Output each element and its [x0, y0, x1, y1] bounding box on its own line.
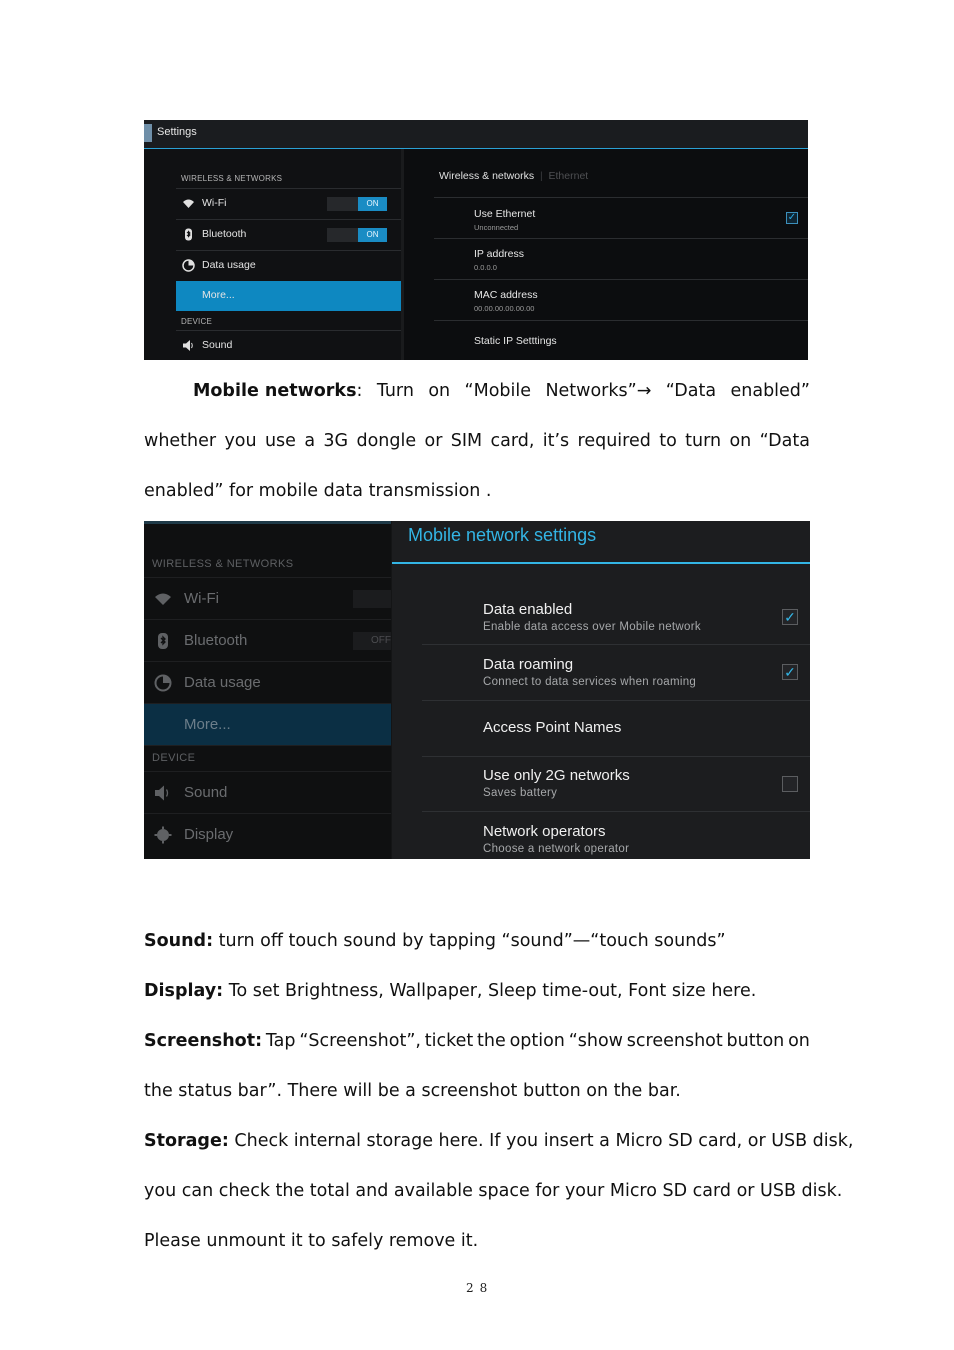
- row-subtitle: Saves battery: [483, 787, 558, 799]
- page-number: 28: [466, 1281, 494, 1295]
- mobile-network-settings-screenshot: [144, 521, 810, 859]
- row-subtitle: 00.00.00.00.00.00: [474, 304, 535, 313]
- sidebar-item-label: Wi-Fi: [202, 197, 227, 209]
- screenshot-heading: Screenshot:: [144, 1031, 263, 1051]
- text-word: Tap: [265, 1031, 296, 1051]
- display-paragraph: [144, 981, 756, 1001]
- sidebar-item-label: Bluetooth: [184, 632, 248, 649]
- text-word: turn: [685, 431, 722, 451]
- sidebar-item-label: Bluetooth: [202, 228, 247, 240]
- data-roaming-row[interactable]: [422, 645, 810, 701]
- display-heading: Display:: [144, 981, 224, 1001]
- row-title: Use only 2G networks: [483, 767, 630, 784]
- sidebar-item-label: Data usage: [202, 259, 256, 271]
- text-word: “Data: [665, 381, 717, 401]
- use-ethernet-row[interactable]: [434, 198, 808, 239]
- row-title: Access Point Names: [483, 719, 622, 736]
- text-word: button: [726, 1031, 785, 1051]
- sidebar-item-label: More...: [184, 716, 231, 733]
- bluetooth-toggle[interactable]: [327, 228, 387, 242]
- text-word: whether: [144, 431, 217, 451]
- storage-paragraph-line3: Please unmount it to safely remove it.: [144, 1231, 479, 1251]
- sidebar-top-accent: [144, 521, 391, 524]
- text-word: on: [729, 431, 752, 451]
- sidebar-item-label: Sound: [202, 339, 233, 351]
- row-title: Data roaming: [483, 656, 574, 673]
- ethernet-settings-screenshot: [144, 120, 808, 360]
- sidebar-item-label: Display: [184, 826, 234, 843]
- access-point-names-row[interactable]: [422, 701, 810, 757]
- sidebar-item-sound[interactable]: [144, 772, 391, 814]
- toggle-on-label: ON: [358, 228, 387, 242]
- text-word: enabled”: [730, 381, 810, 401]
- sidebar-item-wifi[interactable]: [176, 189, 401, 220]
- row-title: Static IP Setttings: [474, 335, 557, 347]
- pane-divider: [401, 149, 404, 360]
- sidebar-item-sound[interactable]: [176, 331, 401, 360]
- title-underline: [392, 562, 810, 564]
- text-word: to: [659, 431, 677, 451]
- tab-ethernet[interactable]: Ethernet: [548, 170, 589, 182]
- network-operators-row[interactable]: [422, 811, 810, 859]
- right-pane-tabs: Wireless & networks | Ethernet: [439, 170, 589, 182]
- toggle-on-label: ON: [358, 197, 387, 211]
- sidebar-item-more[interactable]: [176, 281, 401, 311]
- text-word: “Mobile: [464, 381, 532, 401]
- text-word: on: [788, 1031, 810, 1051]
- row-subtitle: Connect to data services when roaming: [483, 676, 697, 688]
- bluetooth-toggle[interactable]: [353, 632, 391, 650]
- text-word: card,: [490, 431, 535, 451]
- checkmark-icon: ✓: [787, 212, 797, 223]
- data-usage-icon: [182, 259, 195, 272]
- mobile-networks-line1: [193, 381, 810, 401]
- sidebar-item-bluetooth[interactable]: [144, 620, 391, 662]
- section-header-device: DEVICE: [152, 752, 196, 764]
- text-word: required: [577, 431, 651, 451]
- static-ip-settings-row[interactable]: [434, 321, 808, 360]
- checkmark-icon: ✓: [784, 664, 796, 680]
- section-header-device: DEVICE: [181, 317, 212, 326]
- sidebar-item-display[interactable]: [144, 814, 391, 855]
- row-title: Network operators: [483, 823, 606, 840]
- checkmark-icon: ✓: [784, 609, 796, 625]
- text-word: “Data: [759, 431, 810, 451]
- sidebar-item-label: Wi-Fi: [184, 590, 219, 607]
- mobile-networks-line2: [144, 431, 810, 451]
- text-word: Networks”→: [545, 381, 652, 401]
- wifi-toggle[interactable]: [353, 590, 391, 608]
- use-only-2g-row[interactable]: [422, 756, 810, 812]
- text-word: screenshot: [626, 1031, 723, 1051]
- use-only-2g-checkbox[interactable]: [782, 776, 798, 792]
- row-subtitle: Unconnected: [474, 223, 519, 232]
- text-word: the: [477, 1031, 506, 1051]
- section-header-wireless: WIRELESS & NETWORKS: [152, 558, 294, 570]
- text-word: or: [424, 431, 443, 451]
- sound-paragraph: [144, 931, 726, 951]
- text-word: on: [428, 381, 451, 401]
- text-word: ticket: [424, 1031, 474, 1051]
- sidebar-item-bluetooth[interactable]: [176, 220, 401, 251]
- tab-wireless-networks[interactable]: Wireless & networks: [439, 170, 535, 182]
- data-usage-icon: [154, 674, 172, 692]
- action-bar-title: Settings: [157, 126, 197, 138]
- row-subtitle: Enable data access over Mobile network: [483, 621, 701, 633]
- mobile-networks-heading: Mobile networks: [193, 381, 357, 401]
- screenshot-paragraph-line1: [144, 1031, 810, 1051]
- text-word: SIM: [450, 431, 483, 451]
- text-word: you: [224, 431, 257, 451]
- text-word: “show: [568, 1031, 623, 1051]
- text-word: “Screenshot”,: [299, 1031, 421, 1051]
- action-bar: [144, 120, 808, 149]
- row-title: IP address: [474, 248, 525, 260]
- display-icon: [154, 826, 172, 844]
- use-ethernet-checkbox[interactable]: [786, 212, 798, 224]
- wifi-icon: [182, 197, 195, 210]
- sidebar-item-label: Data usage: [184, 674, 261, 691]
- row-subtitle: 0.0.0.0: [474, 263, 497, 272]
- storage-paragraph: [144, 1131, 853, 1151]
- row-title: Data enabled: [483, 601, 573, 618]
- wifi-icon: [154, 590, 172, 608]
- text-word: option: [509, 1031, 565, 1051]
- sidebar-item-data-usage[interactable]: [176, 251, 401, 282]
- sidebar-item-label: More...: [202, 289, 235, 301]
- bluetooth-icon: [154, 632, 172, 650]
- wifi-toggle[interactable]: [327, 197, 387, 211]
- display-body: To set Brightness, Wallpaper, Sleep time-out, Font size here.: [228, 981, 757, 1001]
- row-title: MAC address: [474, 289, 538, 301]
- text-word: dongle: [356, 431, 417, 451]
- row-title: Use Ethernet: [474, 208, 536, 220]
- data-enabled-checkbox[interactable]: [782, 609, 798, 625]
- bluetooth-icon: [182, 228, 195, 241]
- text-word: it’s: [542, 431, 570, 451]
- sidebar-item-more[interactable]: [144, 704, 391, 746]
- sound-icon: [182, 339, 195, 352]
- sidebar-item-data-usage[interactable]: [144, 662, 391, 704]
- text-word: 3G: [323, 431, 349, 451]
- storage-heading: Storage:: [144, 1131, 229, 1151]
- screenshot-paragraph-line2: the status bar”. There will be a screenshot button on the bar.: [144, 1081, 681, 1101]
- row-subtitle: Choose a network operator: [483, 843, 630, 855]
- storage-paragraph-line2: you can check the total and available space for your Micro SD card or USB disk.: [144, 1181, 843, 1201]
- storage-body: Check internal storage here. If you insert a Micro SD card, or USB disk,: [234, 1131, 854, 1151]
- sidebar-item-label: Sound: [184, 784, 228, 801]
- text-word: :: [356, 381, 363, 401]
- sound-heading: Sound:: [144, 931, 214, 951]
- text-word: use: [264, 431, 296, 451]
- sound-body: turn off touch sound by tapping “sound”—“touch sounds”: [218, 931, 726, 951]
- data-enabled-row[interactable]: [422, 589, 810, 645]
- pane-title: Mobile network settings: [408, 525, 597, 545]
- sidebar-item-wifi[interactable]: [144, 578, 391, 620]
- text-word: Turn: [376, 381, 414, 401]
- data-roaming-checkbox[interactable]: [782, 664, 798, 680]
- text-word: a: [304, 431, 316, 451]
- toggle-off-label: OFF: [371, 635, 391, 646]
- settings-app-icon: [144, 124, 152, 142]
- section-header-wireless: WIRELESS & NETWORKS: [181, 174, 283, 183]
- ip-address-row[interactable]: [434, 239, 808, 280]
- mac-address-row[interactable]: [434, 280, 808, 321]
- sound-icon: [154, 784, 172, 802]
- mobile-networks-line3: enabled” for mobile data transmission .: [144, 481, 492, 501]
